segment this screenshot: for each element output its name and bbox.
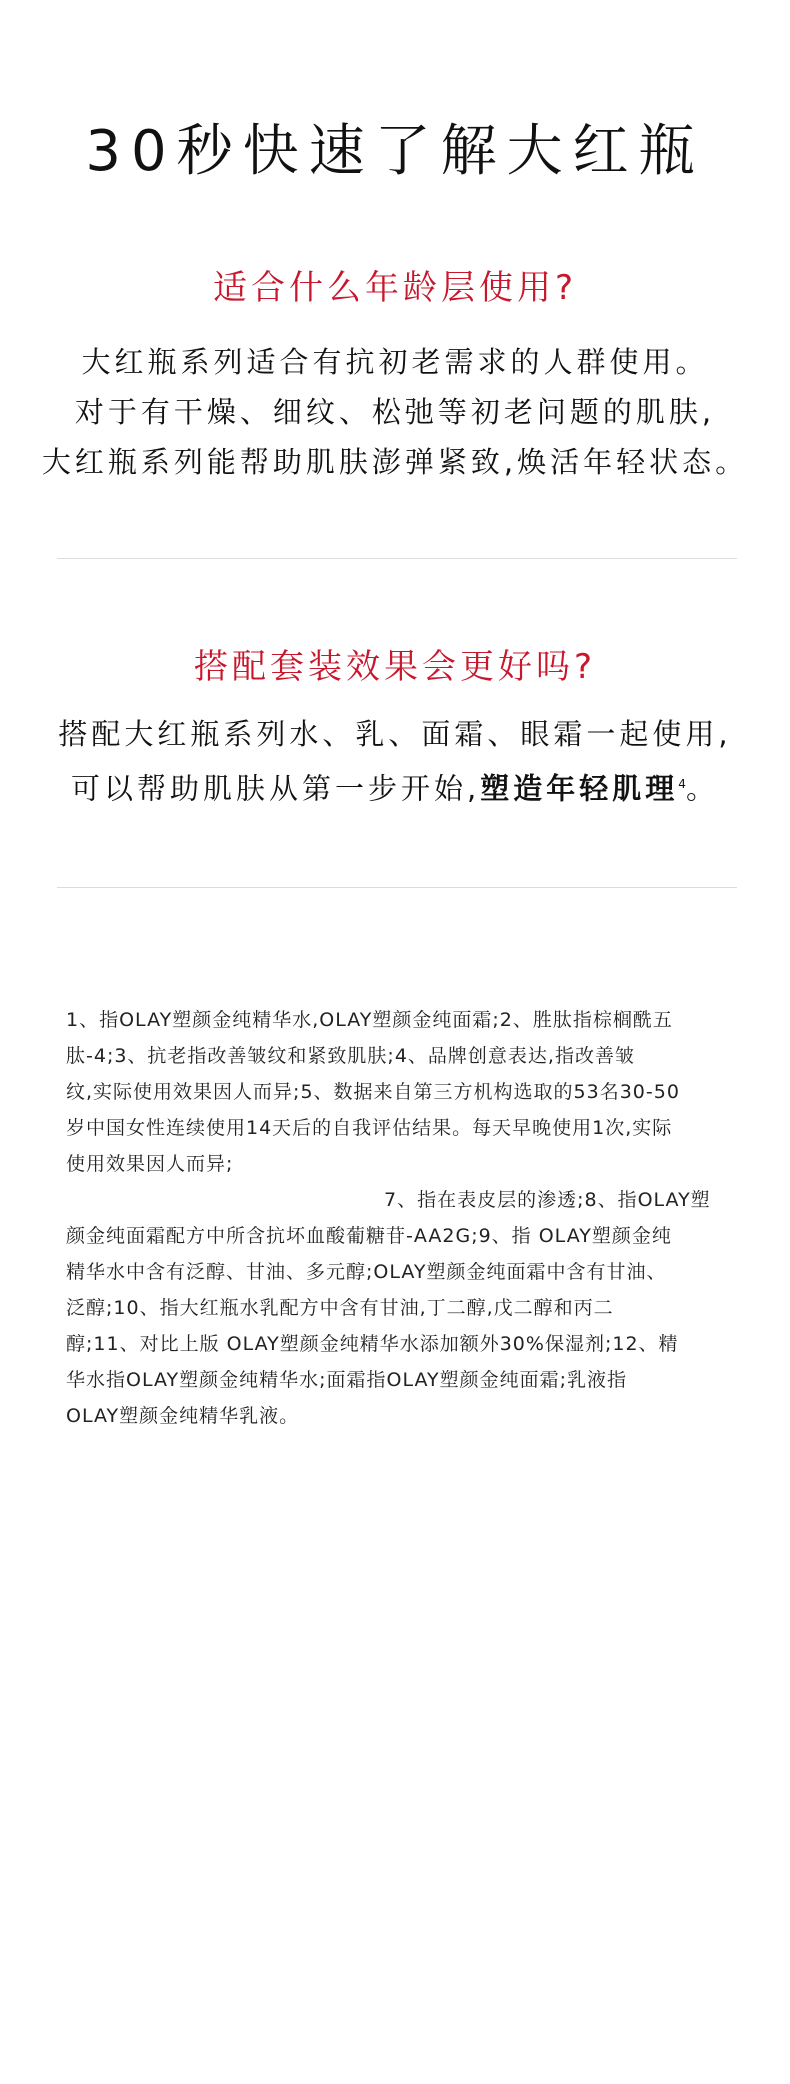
emphasis-text: 塑造年轻肌理 [480, 771, 679, 806]
section-heading-age: 适合什么年龄层使用? [212, 268, 578, 308]
page-title: 30秒快速了解大红瓶 [85, 119, 705, 184]
footnote-line: 肽-4;3、抗老指改善皱纹和紧致肌肤;4、品牌创意表达,指改善皱 [66, 1045, 635, 1067]
footnote-line: 使用效果因人而异; [66, 1153, 234, 1175]
section-divider [57, 558, 737, 559]
footnote-line: 岁中国女性连续使用14天后的自我评估结果。每天早晚使用1次,实际 [66, 1117, 673, 1139]
footnote-line: 纹,实际使用效果因人而异;5、数据来自第三方机构选取的53名30-50 [66, 1081, 680, 1103]
body-line: 大红瓶系列能帮助肌肤澎弹紧致,焕活年轻状态。 [41, 445, 749, 479]
body-line [0, 759, 790, 814]
footnote-line: 1、指OLAY塑颜金纯精华水,OLAY塑颜金纯面霜;2、胜肽指棕榈酰五 [66, 1009, 673, 1031]
body-line: 大红瓶系列适合有抗初老需求的人群使用。 [81, 345, 709, 379]
section-body-set [0, 709, 790, 814]
body-line-suffix: 。 [685, 771, 719, 806]
body-line: 对于有干燥、细纹、松弛等初老问题的肌肤, [74, 395, 716, 429]
footnote-line: 华水指OLAY塑颜金纯精华水;面霜指OLAY塑颜金纯面霜;乳液指 [66, 1369, 628, 1391]
footnote-line: 精华水中含有泛醇、甘油、多元醇;OLAY塑颜金纯面霜中含有甘油、 [66, 1261, 667, 1283]
section-divider [57, 887, 737, 888]
body-line-prefix: 可以帮助肌肤从第一步开始, [71, 771, 481, 806]
footnote-line: 颜金纯面霜配方中所含抗坏血酸葡糖苷-AA2G;9、指 OLAY塑颜金纯 [66, 1225, 672, 1247]
footnote-line: 醇;11、对比上版 OLAY塑颜金纯精华水添加额外30%保湿剂;12、精 [66, 1333, 679, 1355]
footnote-line: 7、指在表皮层的渗透;8、指OLAY塑 [384, 1189, 711, 1211]
footnote-line: 泛醇;10、指大红瓶水乳配方中含有甘油,丁二醇,戊二醇和丙二 [66, 1297, 614, 1319]
section-body-age [0, 337, 790, 487]
footnote-ref: 4 [678, 777, 686, 791]
body-line: 搭配大红瓶系列水、乳、面霜、眼霜一起使用, [58, 717, 732, 751]
footnotes [66, 1002, 730, 1434]
footnote-line: OLAY塑颜金纯精华乳液。 [66, 1405, 300, 1427]
section-heading-set: 搭配套装效果会更好吗? [193, 647, 597, 687]
